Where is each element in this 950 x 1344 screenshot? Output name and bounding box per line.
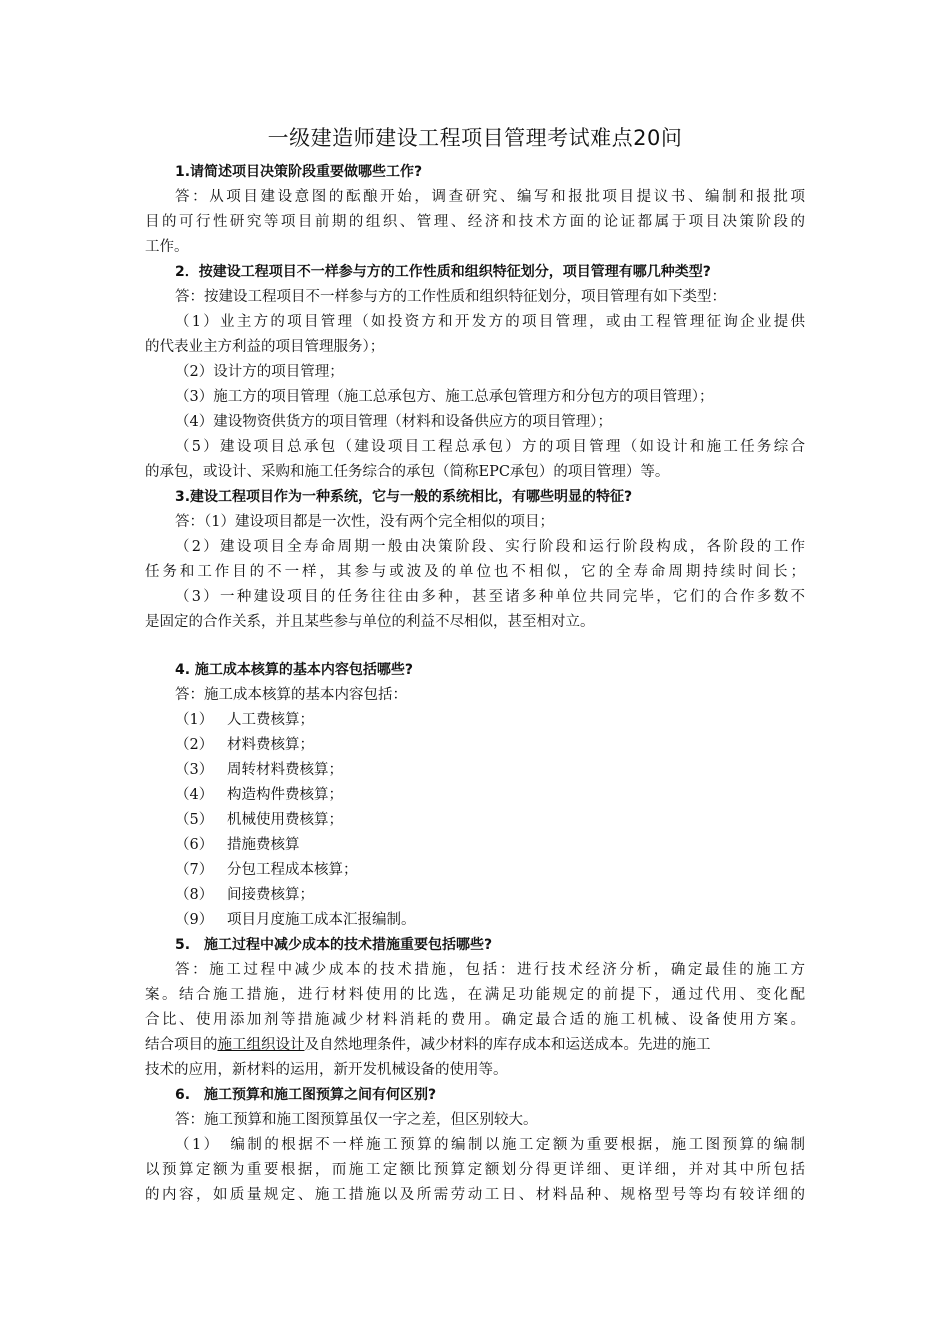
item-text: 分包工程成本核算；	[227, 862, 358, 878]
item-number: （7）	[175, 862, 214, 878]
item-text: 周转材料费核算；	[227, 762, 343, 778]
question-4: 4. 施工成本核算的基本内容包括哪些?	[175, 662, 414, 678]
text-span: 及自然地理条件，减少材料的库存成本和运送成本。先进的施工	[304, 1037, 711, 1053]
document-title: 一级建造师建设工程项目管理考试难点20问	[267, 126, 683, 150]
answer-4-item	[145, 783, 805, 808]
item-number: （8）	[175, 887, 214, 903]
answer-2-item-1-line-1: （1）业主方的项目管理（如投资方和开发方的项目管理，或由工程管理征询企业提供	[175, 314, 805, 330]
item-text: 机械使用费核算；	[227, 812, 343, 828]
answer-3-item-3-line-1: （3）一种建设项目的任务往往由多种，甚至诸多种单位共同完毕，它们的合作多数不	[175, 589, 805, 605]
answer-3-item-3-line-2: 是固定的合作关系，并且某些参与单位的利益不尽相似，甚至相对立。	[145, 614, 595, 630]
answer-2-item-3: （3）施工方的项目管理（施工总承包方、施工总承包管理方和分包方的项目管理）；	[175, 389, 714, 405]
document-body	[145, 160, 805, 1208]
item-number: （9）	[175, 912, 214, 928]
item-number: （1）	[175, 712, 214, 728]
answer-5-line-3: 合比、使用添加剂等措施减少材料消耗的费用。确定最合适的施工机械、设备使用方案。	[145, 1012, 805, 1028]
item-text: 项目月度施工成本汇报编制。	[227, 912, 416, 928]
item-number: （3）	[175, 762, 214, 778]
answer-1-line-2: 目的可行性研究等项目前期的组织、管理、经济和技术方面的论证都属于项目决策阶段的	[145, 214, 805, 230]
construction-organization-design-link[interactable]: 施工组织设计	[217, 1037, 305, 1053]
answer-2-intro: 答：按建设工程项目不一样参与方的工作性质和组织特征划分，项目管理有如下类型：	[175, 289, 726, 305]
answer-6-point-1-line-1: （1） 编制的根据不一样施工预算的编制以施工定额为重要根据，施工图预算的编制	[175, 1137, 805, 1153]
answer-4-item	[145, 883, 805, 908]
question-1: 1.请简述项目决策阶段重要做哪些工作?	[175, 164, 423, 180]
answer-4-item	[145, 908, 805, 933]
answer-5-line-4	[145, 1033, 805, 1058]
question-2: 2．按建设工程项目不一样参与方的工作性质和组织特征划分，项目管理有哪几种类型?	[175, 264, 711, 280]
answer-3-item-2-line-2: 任务和工作目的不一样，其参与或波及的单位也不相似，它的全寿命周期持续时间长；	[145, 564, 805, 580]
answer-2-item-5-line-2: 的承包，或设计、采购和施工任务综合的承包（简称EPC承包）的项目管理）等。	[145, 464, 670, 480]
item-text: 人工费核算；	[227, 712, 314, 728]
answer-6-point-1-line-2: 以预算定额为重要根据，而施工定额比预算定额划分得更详细、更详细，并对其中所包括	[145, 1162, 805, 1178]
answer-4-item	[145, 808, 805, 833]
answer-2-item-2: （2）设计方的项目管理；	[175, 364, 344, 380]
answer-4-item	[145, 708, 805, 733]
item-text: 措施费核算	[227, 837, 300, 853]
item-text: 构造构件费核算；	[227, 787, 343, 803]
item-text: 材料费核算；	[227, 737, 314, 753]
answer-5-line-1: 答：施工过程中减少成本的技术措施，包括：进行技术经济分析，确定最佳的施工方	[175, 962, 805, 978]
answer-5-line-2: 案。结合施工措施，进行材料使用的比选，在满足功能规定的前提下，通过代用、变化配	[145, 987, 805, 1003]
answer-2-item-1-line-2: 的代表业主方利益的项目管理服务）；	[145, 339, 385, 355]
question-6: 6. 施工预算和施工图预算之间有何区别?	[175, 1087, 437, 1103]
question-3: 3.建设工程项目作为一种系统，它与一般的系统相比，有哪些明显的特征?	[175, 489, 633, 505]
answer-4-item	[145, 833, 805, 858]
answer-6-intro: 答：施工预算和施工图预算虽仅一字之差，但区别较大。	[175, 1112, 538, 1128]
item-number: （6）	[175, 837, 214, 853]
answer-4-intro: 答：施工成本核算的基本内容包括：	[175, 687, 407, 703]
item-text: 间接费核算；	[227, 887, 314, 903]
item-number: （4）	[175, 787, 214, 803]
answer-4-item	[145, 733, 805, 758]
answer-5-line-5: 技术的应用，新材料的运用，新开发机械设备的使用等。	[145, 1062, 508, 1078]
text-span: 结合项目的	[145, 1037, 218, 1053]
answer-1-line-3: 工作。	[145, 239, 189, 255]
item-number: （5）	[175, 812, 214, 828]
answer-1-line-1: 答：从项目建设意图的酝酿开始，调查研究、编写和报批项目提议书、编制和报批项	[175, 189, 805, 205]
answer-2-item-4: （4）建设物资供货方的项目管理（材料和设备供应方的项目管理）；	[175, 414, 612, 430]
answer-4-item	[145, 858, 805, 883]
answer-3-item-2-line-1: （2）建设项目全寿命周期一般由决策阶段、实行阶段和运行阶段构成，各阶段的工作	[175, 539, 805, 555]
question-5: 5. 施工过程中减少成本的技术措施重要包括哪些?	[175, 937, 493, 953]
answer-4-item	[145, 758, 805, 783]
answer-2-item-5-line-1: （5）建设项目总承包（建设项目工程总承包）方的项目管理（如设计和施工任务综合	[175, 439, 805, 455]
answer-6-point-1-line-3: 的内容，如质量规定、施工措施以及所需劳动工日、材料品种、规格型号等均有较详细的	[145, 1187, 805, 1203]
item-number: （2）	[175, 737, 214, 753]
answer-3-item-1: 答：（1）建设项目都是一次性，没有两个完全相似的项目；	[175, 514, 554, 530]
paragraph-spacer	[145, 635, 805, 658]
